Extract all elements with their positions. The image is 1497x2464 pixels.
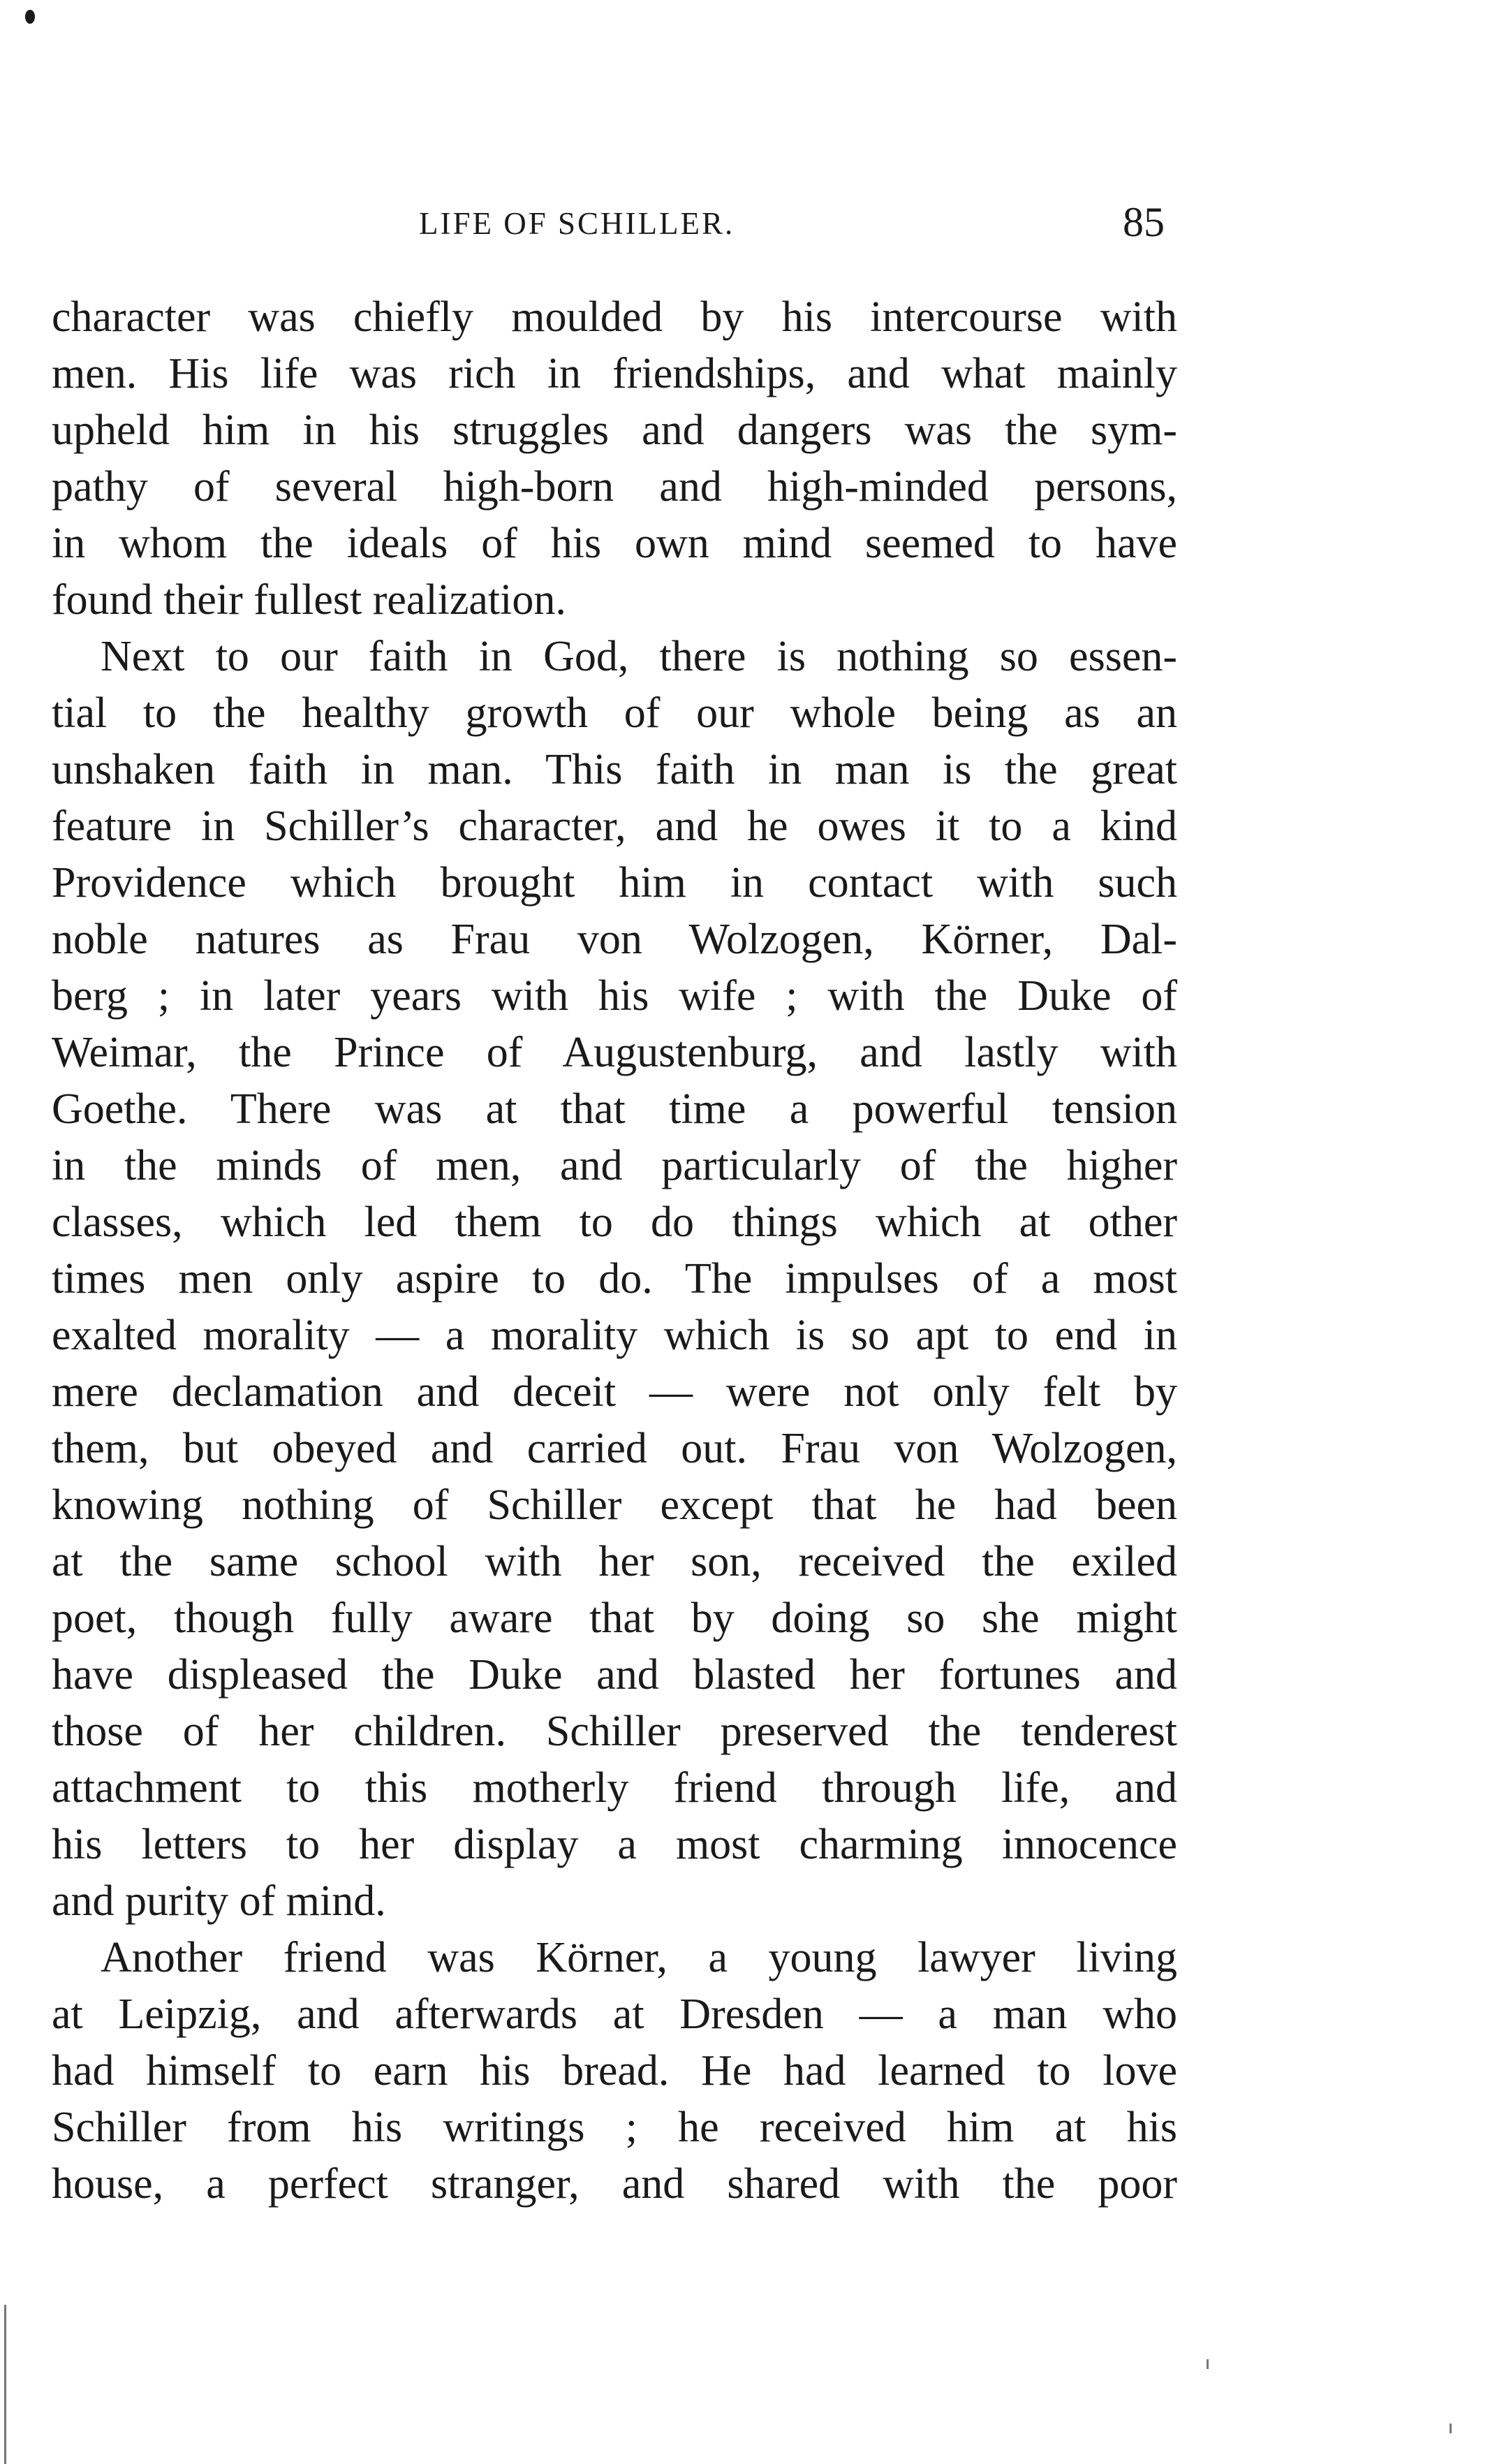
text-line: Schiller from his writings ; he received him at his bbox=[52, 2104, 1177, 2151]
text-line: them, but obeyed and carried out. Frau von Wolzogen, bbox=[52, 1425, 1177, 1472]
text-line: men. His life was rich in friendships, and what mainly bbox=[52, 350, 1177, 397]
text-line: in the minds of men, and particularly of the higher bbox=[52, 1142, 1177, 1189]
ink-speck bbox=[25, 10, 35, 24]
text-line: exalted morality — a morality which is so apt to end in bbox=[52, 1312, 1177, 1359]
text-line: at the same school with her son, received the exiled bbox=[52, 1538, 1177, 1585]
text-line: classes, which led them to do things which at other bbox=[52, 1198, 1177, 1246]
text-line: Providence which brought him in contact with such bbox=[52, 859, 1177, 907]
text-line: Goethe. There was at that time a powerful tension bbox=[52, 1085, 1177, 1133]
text-line: have displeased the Duke and blasted her fortunes and bbox=[52, 1651, 1177, 1699]
text-line: character was chiefly moulded by his intercourse with bbox=[52, 293, 1177, 341]
text-line: mere declamation and deceit — were not only felt by bbox=[52, 1368, 1177, 1416]
text-line: pathy of several high-born and high-minded persons, bbox=[52, 463, 1177, 511]
text-line: unshaken faith in man. This faith in man is the great bbox=[52, 746, 1177, 793]
scan-edge-mark bbox=[4, 2305, 6, 2464]
text-line: knowing nothing of Schiller except that he had been bbox=[52, 1481, 1177, 1529]
text-line: poet, though fully aware that by doing so she might bbox=[52, 1594, 1177, 1642]
text-line: in whom the ideals of his own mind seemed to have bbox=[52, 520, 1177, 567]
running-head: LIFE OF SCHILLER. bbox=[419, 206, 735, 241]
page-number: 85 bbox=[1123, 199, 1165, 245]
text-line: upheld him in his struggles and dangers was the sym- bbox=[52, 406, 1177, 454]
text-line: noble natures as Frau von Wolzogen, Körner, Dal- bbox=[52, 916, 1177, 963]
text-line: those of her children. Schiller preserved the tenderest bbox=[52, 1708, 1177, 1755]
text-line: at Leipzig, and afterwards at Dresden — a man who bbox=[52, 1990, 1177, 2038]
text-line: Another friend was Körner, a young lawyer living bbox=[101, 1934, 1177, 1981]
text-line: times men only aspire to do. The impulses of a most bbox=[52, 1255, 1177, 1303]
text-line: Next to our faith in God, there is nothing so essen- bbox=[101, 633, 1177, 680]
text-line: had himself to earn his bread. He had learned to love bbox=[52, 2047, 1177, 2095]
text-line: attachment to this motherly friend through life, and bbox=[52, 1764, 1177, 1812]
text-line: tial to the healthy growth of our whole being as an bbox=[52, 689, 1177, 737]
scan-speck bbox=[1450, 2423, 1452, 2433]
body-text bbox=[52, 289, 1177, 2213]
text-line: his letters to her display a most charming innocence bbox=[52, 1821, 1177, 1868]
text-line: and purity of mind. bbox=[52, 1877, 386, 1925]
text-line: Weimar, the Prince of Augustenburg, and lastly with bbox=[52, 1029, 1177, 1076]
scan-speck bbox=[1207, 2359, 1209, 2369]
text-line: berg ; in later years with his wife ; with the Duke of bbox=[52, 972, 1177, 1020]
text-line: feature in Schiller’s character, and he owes it to a kind bbox=[52, 802, 1177, 850]
text-line: found their fullest realization. bbox=[52, 576, 566, 624]
text-line: house, a perfect stranger, and shared with the poor bbox=[52, 2160, 1177, 2208]
